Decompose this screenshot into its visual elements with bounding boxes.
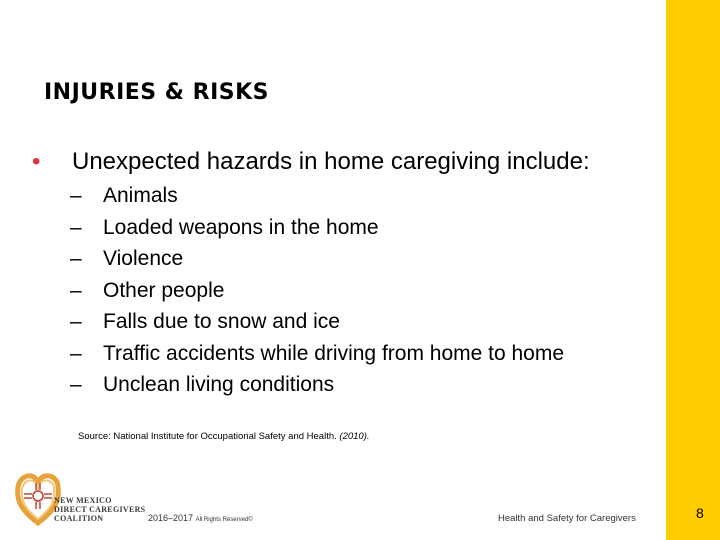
list-item: – Unclean living conditions [70, 373, 335, 396]
list-item: – Animals [70, 184, 178, 207]
list-item: – Loaded weapons in the home [70, 215, 379, 239]
source-citation: Source: National Institute for Occupational Safety and Health. (2010). [78, 431, 370, 442]
main-bullet [32, 148, 590, 176]
list-item: – Traffic accidents while driving from home to home [70, 341, 565, 365]
hazard-list [70, 180, 564, 401]
page-number: 8 [696, 505, 704, 521]
list-item: – Falls due to snow and ice [70, 310, 340, 333]
footer-copyright: 2016–2017 All Rights Reserved© [148, 513, 253, 523]
footer-title: Health and Safety for Caregivers [498, 513, 636, 524]
list-item: – Other people [70, 278, 225, 302]
accent-bar [666, 0, 720, 540]
slide-title: INJURIES & RISKS [44, 80, 270, 105]
logo-text: NEW MEXICO DIRECT CAREGIVERS COALITION [54, 496, 146, 523]
bullet-marker: • [32, 148, 41, 175]
main-bullet-text: Unexpected hazards in home caregiving include: [72, 148, 590, 175]
list-item: – Violence [70, 247, 184, 270]
